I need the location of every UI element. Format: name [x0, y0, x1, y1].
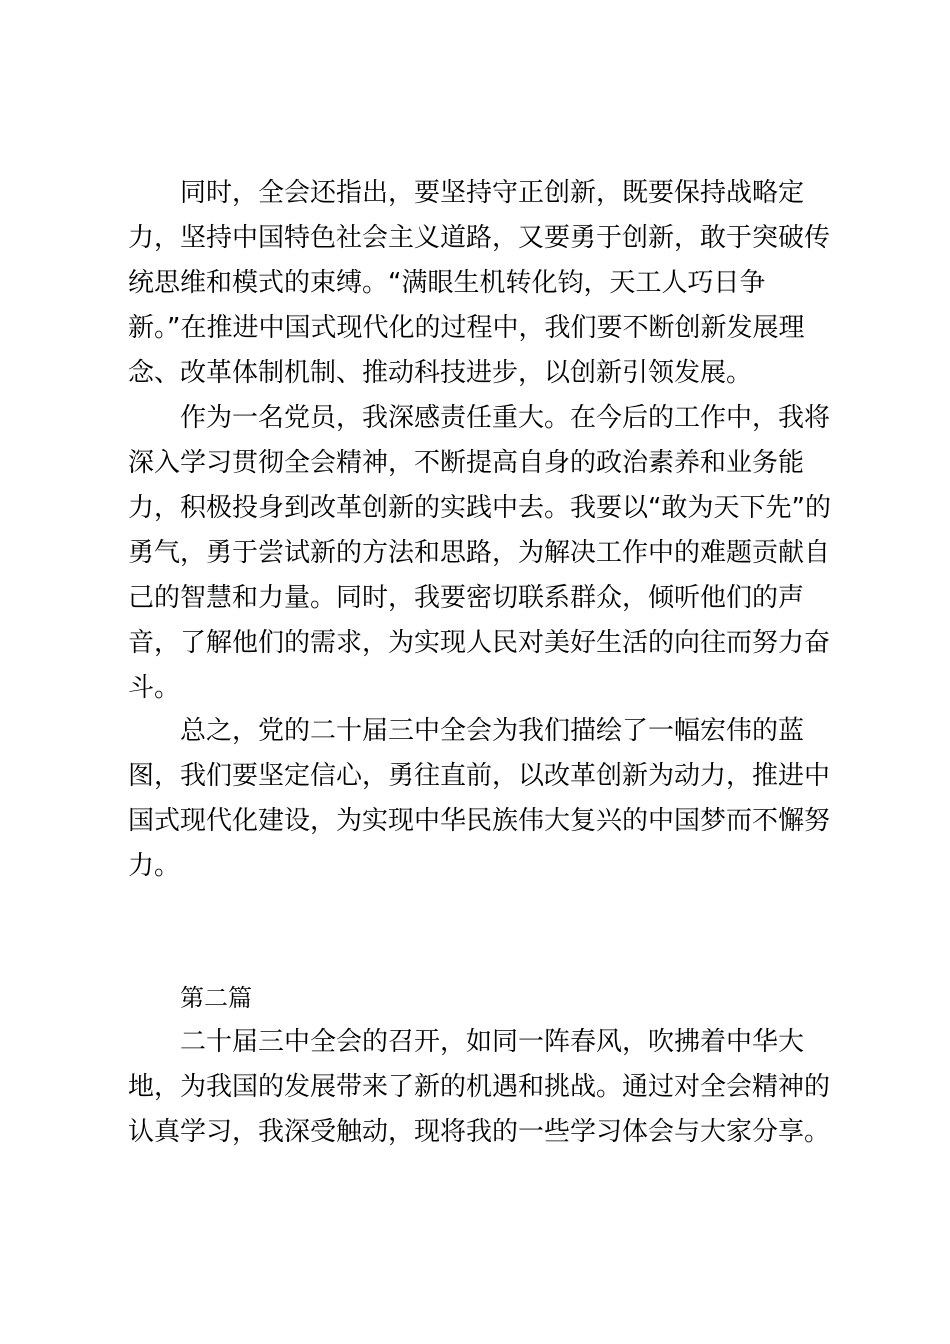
- paragraph-line: 国式现代化建设，为实现中华民族伟大复兴的中国梦而不懈努: [128, 806, 831, 836]
- paragraph-responsibility: [128, 396, 831, 711]
- paragraph-line: 新。”在推进中国式现代化的过程中，我们要不断创新发展理: [128, 313, 805, 343]
- paragraph-line: 念、改革体制机制、推动科技进步，以创新引领发展。: [128, 358, 753, 388]
- paragraph-line: 统思维和模式的束缚。“满眼生机转化钧，天工人巧日争: [128, 268, 766, 298]
- paragraph-part-two-intro: [128, 1020, 831, 1155]
- paragraph-line: 认真学习，我深受触动，现将我的一些学习体会与大家分享。: [128, 1117, 831, 1147]
- paragraph-line: 图，我们要坚定信心，勇往直前，以改革创新为动力，推进中: [128, 761, 831, 791]
- paragraph-line: 深入学习贯彻全会精神，不断提高自身的政治素养和业务能: [128, 448, 805, 478]
- paragraph-line: 总之，党的二十届三中全会为我们描绘了一幅宏伟的蓝: [180, 716, 805, 746]
- paragraph-line: 地，为我国的发展带来了新的机遇和挑战。通过对全会精神的: [128, 1072, 831, 1102]
- section-heading: 第二篇: [180, 984, 252, 1012]
- paragraph-conclusion: [128, 709, 831, 889]
- paragraph-line: 斗。: [128, 673, 181, 703]
- paragraph-line: 力，积极投身到改革创新的实践中去。我要以“敢为天下先”的: [128, 493, 831, 523]
- paragraph-line: 力，坚持中国特色社会主义道路，又要勇于创新，敢于突破传: [128, 223, 831, 253]
- paragraph-line: 作为一名党员，我深感责任重大。在今后的工作中，我将: [180, 403, 831, 433]
- paragraph-innovation: [128, 171, 831, 396]
- paragraph-line: 力。: [128, 851, 181, 881]
- paragraph-line: 同时，全会还指出，要坚持守正创新，既要保持战略定: [180, 178, 805, 208]
- paragraph-line: 勇气，勇于尝试新的方法和思路，为解决工作中的难题贡献自: [128, 538, 831, 568]
- paragraph-line: 音，了解他们的需求，为实现人民对美好生活的向往而努力奋: [128, 628, 831, 658]
- paragraph-line: 己的智慧和力量。同时，我要密切联系群众，倾听他们的声: [128, 583, 805, 613]
- paragraph-line: 二十届三中全会的召开，如同一阵春风，吹拂着中华大: [180, 1027, 805, 1057]
